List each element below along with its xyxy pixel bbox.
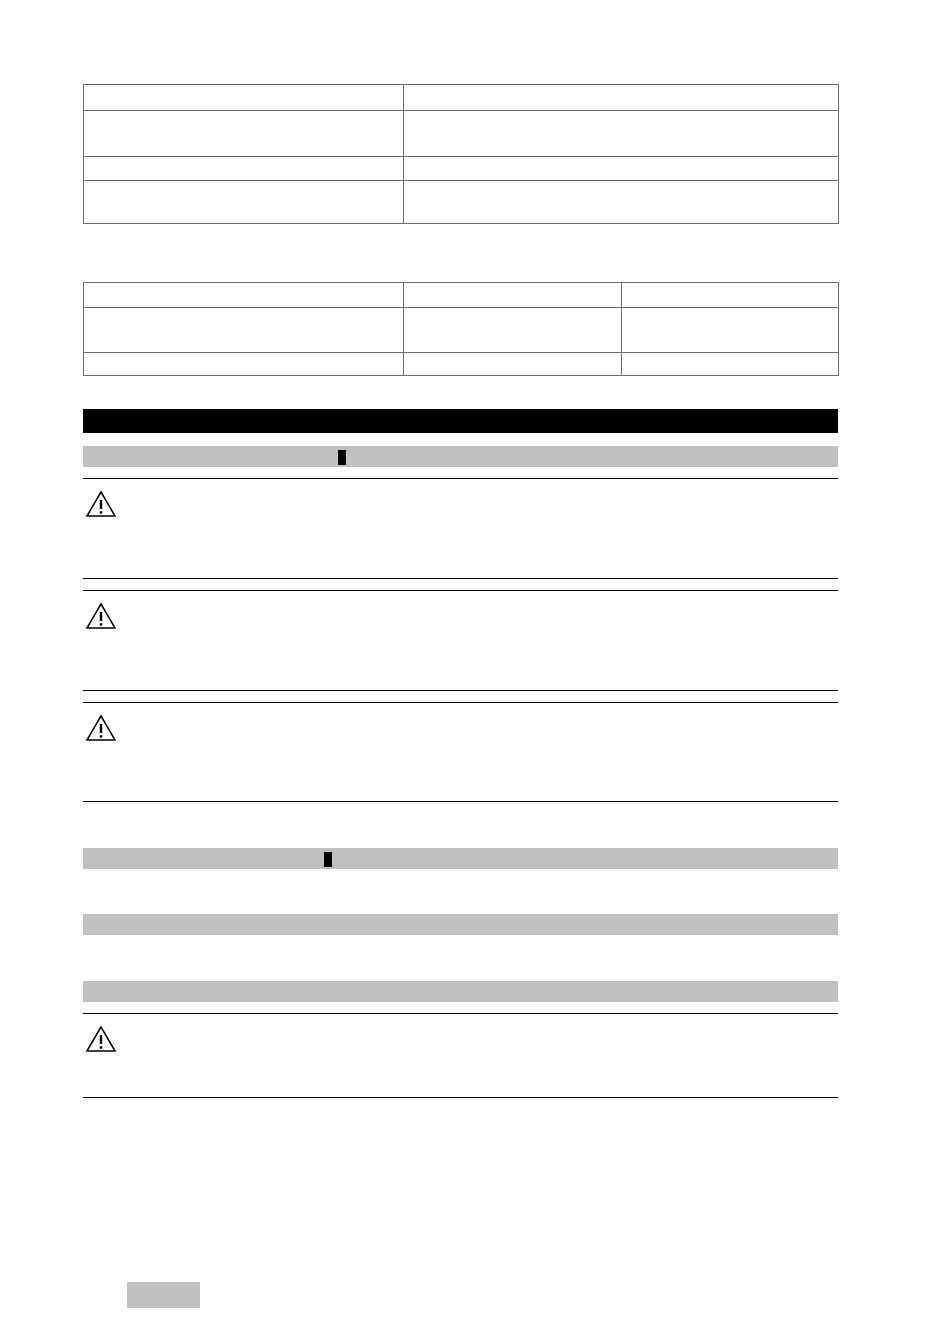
- table-cell: [404, 111, 839, 157]
- table-cell: [404, 283, 622, 308]
- redaction-marker: [338, 450, 346, 465]
- table-cell: [404, 157, 839, 181]
- table-cell: [404, 85, 839, 111]
- divider: [83, 801, 838, 802]
- divider: [83, 690, 838, 691]
- table-cell: [622, 308, 839, 353]
- redaction-marker: [324, 852, 332, 867]
- table-cell: [404, 308, 622, 353]
- warning-triangle-icon: [85, 1025, 117, 1053]
- table-cell: [84, 157, 404, 181]
- warning-triangle-icon: [85, 714, 117, 742]
- specification-table-2: [83, 282, 839, 376]
- specification-table-1: [83, 84, 839, 224]
- table-row: [84, 181, 839, 224]
- table-cell: [404, 181, 839, 224]
- table-row: [84, 353, 839, 376]
- table-cell: [84, 308, 404, 353]
- warning-triangle-icon: [85, 490, 117, 518]
- divider: [83, 590, 838, 591]
- section-heading-bar: [83, 409, 838, 433]
- subsection-heading-bar: [83, 848, 838, 869]
- divider: [83, 1097, 838, 1098]
- table-cell: [84, 181, 404, 224]
- page-number-tab: [127, 1282, 200, 1308]
- subsection-heading-bar: [83, 981, 838, 1002]
- table-row: [84, 308, 839, 353]
- table-cell: [84, 353, 404, 376]
- divider: [83, 478, 838, 479]
- subsection-heading-bar: [83, 914, 838, 935]
- table-row: [84, 85, 839, 111]
- warning-triangle-icon: [85, 602, 117, 630]
- table-cell: [84, 111, 404, 157]
- table-row: [84, 157, 839, 181]
- divider: [83, 578, 838, 579]
- divider: [83, 702, 838, 703]
- table-cell: [622, 283, 839, 308]
- table-cell: [84, 85, 404, 111]
- table-cell: [84, 283, 404, 308]
- table-cell: [404, 353, 622, 376]
- divider: [83, 1013, 838, 1014]
- table-row: [84, 111, 839, 157]
- subsection-heading-bar: [83, 446, 838, 467]
- table-row: [84, 283, 839, 308]
- table-cell: [622, 353, 839, 376]
